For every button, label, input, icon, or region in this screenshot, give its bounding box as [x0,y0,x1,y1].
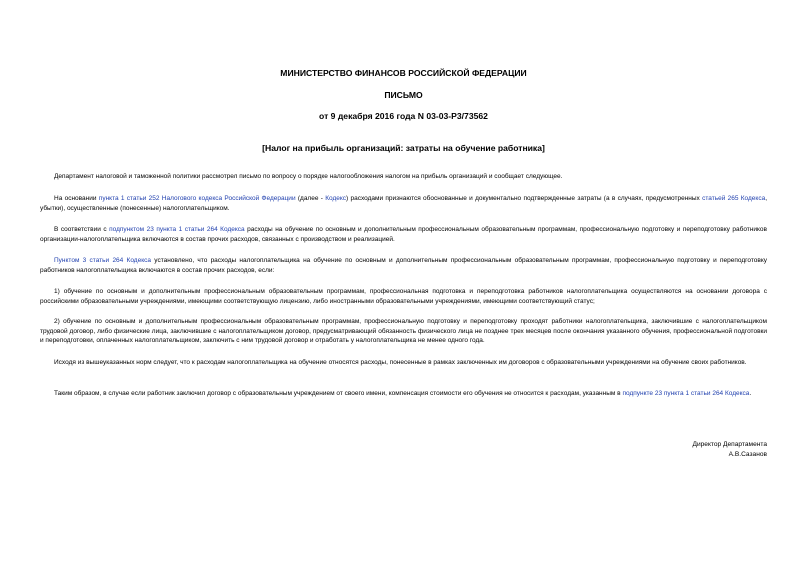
paragraph-final [40,389,767,399]
text-span: ) расходами признаются обоснованные и документально подтвержденные затраты (а в случаях, предусмотренных [346,195,703,202]
signature-position: Директор Департамента [692,441,767,448]
link-subpoint-23-final[interactable]: подпункте 23 пункта 1 статьи 264 Кодекса [622,390,750,397]
text-span: установлено, что расходы налогоплательщика на обучение по основным и дополнительным профессиональным образовательным программам, профессиональную подготовку и переподготовку работников налогоплательщика включаются в состав прочих расходов, если: [40,257,767,274]
paragraph-article-252 [40,194,767,213]
paragraph-subpoint-23 [40,225,767,244]
link-subpoint-23[interactable]: подпунктом 23 пункта 1 статьи 264 Кодекса [109,226,245,233]
text-span: (далее - [295,195,326,202]
paragraph-conclusion: Исходя из вышеуказанных норм следует, что к расходам налогоплательщика на обучение относятся расходы, понесенные в рамках заключенных им договоров с образовательными учреждениями на обучение своих работников. [54,359,747,366]
link-point-3-article-264[interactable]: Пунктом 3 статьи 264 Кодекса [54,257,151,264]
document-date-number: от 9 декабря 2016 года N 03-03-Р3/73562 [319,111,488,121]
signature-name: А.В.Сазанов [728,451,767,458]
link-article-252[interactable]: пункта 1 статьи 252 Налогового кодекса Российской Федерации [98,195,296,202]
text-span: . [749,390,752,397]
text-span: , убытки), осуществленные (понесенные) налогоплательщиком. [40,195,767,212]
text-span: Таким образом, в случае если работник заключил договор с образовательным учреждением от своего имени, компенсация стоимости его обучения не относится к расходам, указанным в [54,390,623,397]
text-span: расходы на обучение по основным и дополнительным профессиональным образовательным программам, профессиональную подготовку и переподготовку работников организации-налогоплательщика включаются в состав прочих расходов, связанных с производством и реализацией. [40,226,767,243]
signature-block [692,440,767,460]
paragraph-point-3 [40,256,767,275]
document-type: ПИСЬМО [384,90,423,100]
text-span: На основании [54,195,99,202]
paragraph-condition-2: 2) обучение по основным и дополнительным профессиональным образовательным программам, профессиональную подготовку и переподготовку проходят работники налогоплательщика, заключившие с налогоплательщиком трудовой договор, либо физические лица, заключившие с налогоплательщиком договор, предусматривающий обязанность физического лица не позднее трех месяцев после окончания указанного обучения, профессиональной подготовки и переподготовки, оплаченных налогоплательщиком, заключить с ним трудовой договор и отработать у налогоплательщика не менее одного года. [40,318,767,345]
paragraph-intro: Департамент налоговой и таможенной политики рассмотрел письмо по вопросу о порядке налогообложения налогом на прибыль организаций и сообщает следующее. [54,173,563,180]
ministry-title: МИНИСТЕРСТВО ФИНАНСОВ РОССИЙСКОЙ ФЕДЕРАЦИИ [280,68,527,78]
document-subject: [Налог на прибыль организаций: затраты на обучение работника] [262,143,545,153]
text-span: В соответствии с [54,226,110,233]
link-article-265[interactable]: статьей 265 Кодекса [702,195,766,202]
link-code[interactable]: Кодекс [325,195,347,202]
paragraph-condition-1: 1) обучение по основным и дополнительным профессиональным образовательным программам, профессиональная подготовка и переподготовка работников налогоплательщика осуществляются на основании договора с российскими образовательными учреждениями, имеющими соответствующую лицензию, либо иностранными образовательными учреждениями, имеющими соответствующий статус; [40,288,767,305]
